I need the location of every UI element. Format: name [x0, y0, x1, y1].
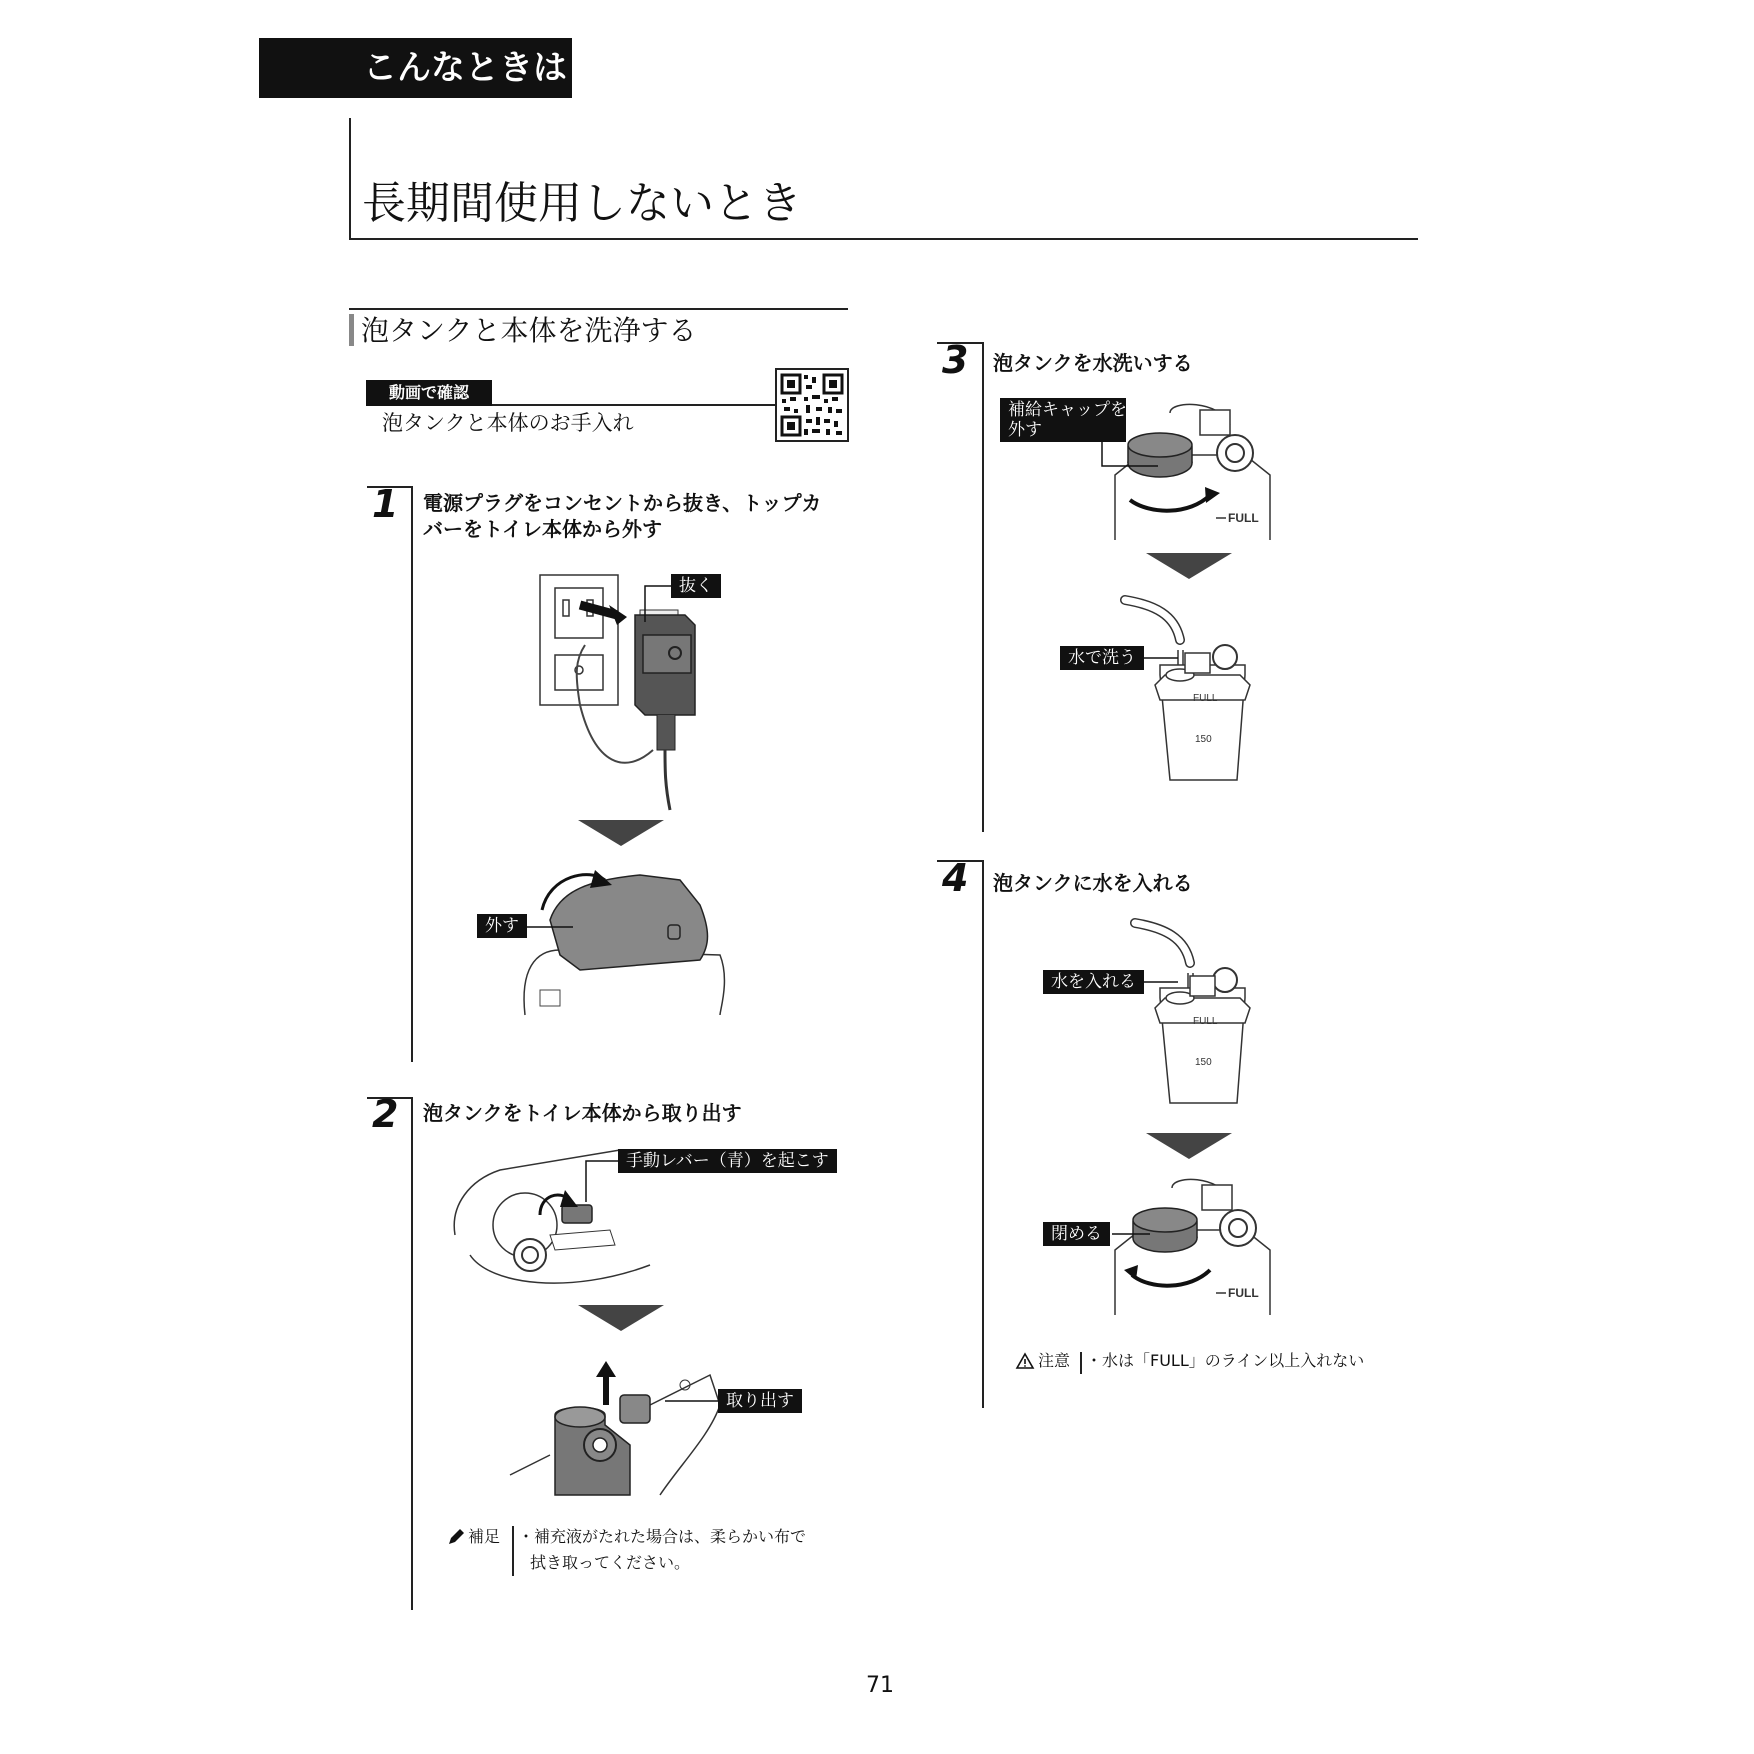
step-2-text: 泡タンクをトイレ本体から取り出す	[423, 1101, 742, 1125]
down-arrow-3	[1146, 553, 1232, 581]
level-marking-2: 150	[1195, 1057, 1212, 1068]
label-remove-leader	[525, 926, 575, 930]
step-4-text: 泡タンクに水を入れる	[993, 871, 1193, 895]
label-remove: 外す	[477, 914, 527, 938]
note-line1: ・補充液がたれた場合は、柔らかい布で	[518, 1527, 807, 1546]
full-marking: FULL	[1228, 511, 1259, 525]
label-wash-leader	[1140, 657, 1180, 661]
step-3-number: 3	[942, 338, 969, 382]
full-marking-2: FULL	[1193, 693, 1218, 704]
label-cap-line1: 補給キャップを	[1008, 400, 1127, 420]
tank-fill-illustration	[1135, 918, 1275, 1113]
subsection-rule	[349, 308, 848, 310]
label-close-leader	[1112, 1233, 1152, 1237]
label-lever: 手動レバー（青）を起こす	[618, 1149, 837, 1173]
subsection-title: 泡タンクと本体を洗浄する	[361, 314, 697, 347]
step-1-number: 1	[372, 482, 399, 526]
down-arrow-2	[578, 1305, 664, 1333]
label-wash: 水で洗う	[1060, 646, 1144, 670]
video-rule	[492, 404, 777, 406]
step-1-text	[423, 490, 821, 542]
full-marking-3: FULL	[1193, 1016, 1218, 1027]
label-cap-leader	[1100, 440, 1160, 470]
note-line2: 拭き取ってください。	[530, 1553, 691, 1572]
foam-tank-removal-illustration	[510, 1345, 720, 1495]
note-bar	[512, 1526, 514, 1576]
label-cap-line2: 外す	[1008, 420, 1042, 440]
title-divider-vertical	[349, 118, 351, 240]
tank-cap-close-illustration	[1110, 1170, 1275, 1315]
step-2-number: 2	[372, 1092, 399, 1136]
step-4-number: 4	[942, 856, 969, 900]
label-pull: 抜く	[671, 574, 721, 598]
note-text	[518, 1524, 806, 1576]
caution-text: ・水は「FULL」のライン以上入れない	[1086, 1351, 1365, 1370]
step-2-line	[411, 1097, 413, 1610]
down-arrow-4	[1146, 1133, 1232, 1161]
warning-icon	[1016, 1353, 1034, 1369]
step-4-line	[982, 860, 984, 1408]
step-3-line	[982, 342, 984, 832]
tank-wash-illustration	[1125, 595, 1270, 790]
page-title: 長期間使用しないとき	[362, 178, 802, 229]
caution-bar	[1080, 1352, 1082, 1374]
label-take-out: 取り出す	[718, 1389, 802, 1413]
video-title: 泡タンクと本体のお手入れ	[382, 411, 634, 435]
label-cap	[1000, 398, 1126, 442]
label-take-out-leader	[665, 1400, 720, 1404]
step-1-text-line1: 電源プラグをコンセントから抜き、トップカ	[423, 491, 822, 515]
note-label: 補足	[468, 1527, 501, 1546]
qr-code[interactable]	[776, 369, 848, 441]
label-lever-leader	[585, 1160, 621, 1204]
step-1-text-line2: バーをトイレ本体から外す	[423, 517, 662, 541]
page-number: 71	[866, 1673, 894, 1698]
subsection-marker	[349, 314, 354, 346]
caution-label: 注意	[1038, 1351, 1071, 1370]
label-pull-leader	[645, 584, 675, 624]
step-1-line	[411, 486, 413, 1062]
title-divider-horizontal	[349, 238, 1418, 240]
pencil-icon	[447, 1528, 465, 1546]
section-tab: こんなときは	[259, 38, 572, 98]
level-marking: 150	[1195, 734, 1212, 745]
video-tag: 動画で確認	[366, 380, 492, 406]
label-fill: 水を入れる	[1043, 970, 1144, 994]
top-cover-illustration	[520, 860, 730, 1020]
label-close: 閉める	[1043, 1222, 1110, 1246]
label-fill-leader	[1130, 981, 1180, 985]
step-3-text: 泡タンクを水洗いする	[993, 351, 1193, 375]
down-arrow-1	[578, 820, 664, 848]
full-marking-4: FULL	[1228, 1286, 1259, 1300]
